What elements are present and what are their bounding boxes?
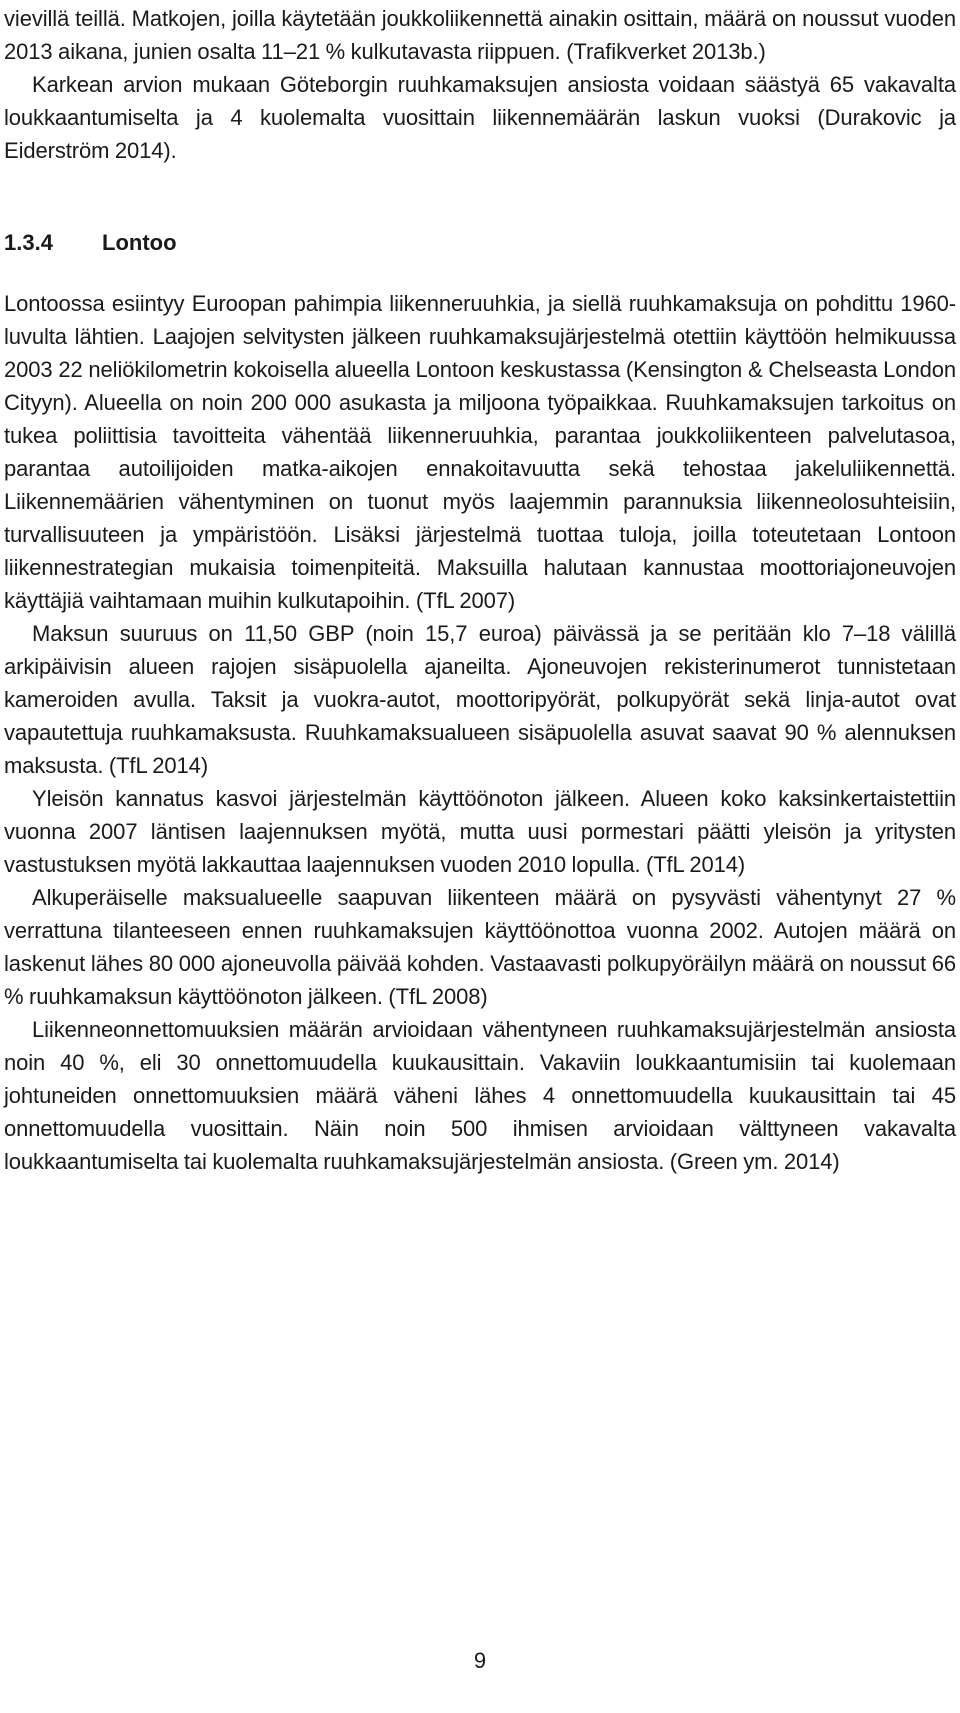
body-paragraph-3: Yleisön kannatus kasvoi järjestelmän käyttöönoton jälkeen. Alueen koko kaksinkertaistettiin vuonna 2007 läntisen laajennuksen myötä, mutta uusi pormestari päätti yleisön ja yritysten vastustuksen myötä lakkauttaa laajennuksen vuoden 2010 lopulla. (TfL 2014) bbox=[4, 786, 956, 877]
body-paragraph-2: Maksun suuruus on 11,50 GBP (noin 15,7 euroa) päivässä ja se peritään klo 7–18 välillä arkipäivisin alueen rajojen sisäpuolella ajaneilta. Ajoneuvojen rekisterinumerot tunnistetaan kameroiden avulla. Taksit ja vuokra-autot, moottoripyörät, polkupyörät sekä linja-autot ovat vapautettuja ruuhkamaksusta. Ruuhkamaksualueen sisäpuolella asuvat saavat 90 % alennuksen maksusta. (TfL 2014) bbox=[4, 621, 956, 778]
body-paragraph-4: Alkuperäiselle maksualueelle saapuvan liikenteen määrä on pysyvästi vähentynyt 27 % verrattuna tilanteeseen ennen ruuhkamaksujen käyttöönottoa vuonna 2002. Autojen määrä on laskenut lähes 80 000 ajoneuvolla päivää kohden. Vastaavasti polkupyöräilyn määrä on noussut 66 % ruuhkamaksun käyttöönoton jälkeen. (TfL 2008) bbox=[4, 885, 956, 1009]
section-number: 1.3.4 bbox=[4, 230, 53, 255]
body-paragraph-1: Lontoossa esiintyy Euroopan pahimpia liikenneruuhkia, ja siellä ruuhkamaksuja on pohdittu 1960-luvulta lähtien. Laajojen selvitysten jälkeen ruuhkamaksujärjestelmä otettiin käyttöön helmikuussa 2003 22 neliökilometrin kokoisella alueella Lontoon keskustassa (Kensington & Chelseasta London Cityyn). Alueella on noin 200 000 asukasta ja miljoona työpaikkaa. Ruuhkamaksujen tarkoitus on tukea poliittisia tavoitteita vähentää liikenneruuhkia, parantaa joukkoliikenteen palvelutasoa, parantaa autoilijoiden matka-aikojen ennakoitavuutta sekä tehostaa jakeluliikennettä. Liikennemäärien vähentyminen on tuonut myös laajemmin parannuksia liikenneolosuhteisiin, turvallisuuteen ja ympäristöön. Lisäksi järjestelmä tuottaa tuloja, joilla toteutetaan Lontoon liikennestrategian mukaisia toimenpiteitä. Maksuilla halutaan kannustaa moottoriajoneuvojen käyttäjiä vaihtamaan muihin kulkutapoihin. (TfL 2007) bbox=[4, 291, 956, 613]
intro-paragraph-2: Karkean arvion mukaan Göteborgin ruuhkamaksujen ansiosta voidaan säästyä 65 vakavalta loukkaantumiselta ja 4 kuolemalta vuosittain liikennemäärän laskun vuoksi (Durakovic ja Eiderström 2014). bbox=[4, 72, 956, 163]
section-body bbox=[4, 287, 956, 1178]
section-heading bbox=[4, 226, 177, 259]
intro-text bbox=[4, 2, 956, 167]
page-number: 9 bbox=[473, 1648, 487, 1673]
body-paragraph-5: Liikenneonnettomuuksien määrän arvioidaan vähentyneen ruuhkamaksujärjestelmän ansiosta noin 40 %, eli 30 onnettomuudella kuukausittain. Vakaviin loukkaantumisiin tai kuolemaan johtuneiden onnettomuuksien määrä väheni lähes 4 onnettomuudella kuukausittain tai 45 onnettomuudella vuosittain. Näin noin 500 ihmisen arvioidaan välttyneen vakavalta loukkaantumiselta tai kuolemalta ruuhkamaksujärjestelmän ansiosta. (Green ym. 2014) bbox=[4, 1017, 956, 1174]
intro-paragraph-1: vievillä teillä. Matkojen, joilla käytetään joukkoliikennettä ainakin osittain, määrä on noussut vuoden 2013 aikana, junien osalta 11–21 % kulkutavasta riippuen. (Trafikverket 2013b.) bbox=[4, 6, 956, 64]
section-title: Lontoo bbox=[102, 230, 177, 255]
